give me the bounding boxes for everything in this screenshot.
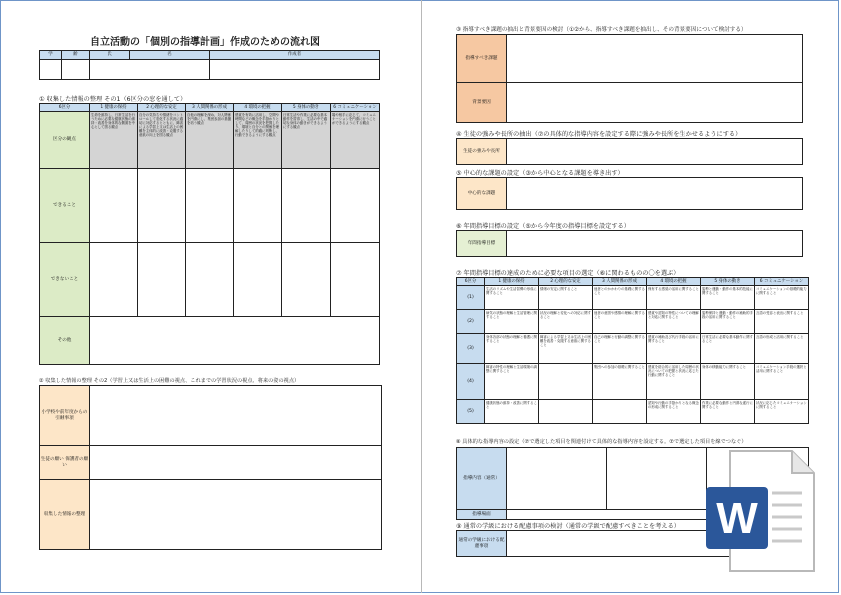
s1-can-cell[interactable] — [186, 169, 234, 243]
s4-strengths-cell[interactable] — [507, 139, 803, 165]
section8-heading: ⑧ 具体的な指導内容の設定（⑦で選定した項目を関連付けて具体的な指導内容を設定する。⑦で選定した項目を線でつなぐ） — [456, 439, 747, 445]
s7-item-cell[interactable]: 身体の移動能力に関すること — [701, 364, 755, 400]
s7-item-cell[interactable]: 病気の状態の理解と生活管理に関すること — [485, 310, 539, 334]
s1-cannot-cell[interactable] — [282, 243, 331, 317]
s1-row-cannot-label: できないこと — [40, 243, 90, 317]
s2-handover-cell[interactable] — [90, 386, 382, 446]
s1-col-mental: 2 心理的な安定 — [138, 104, 186, 112]
s7-col-environment: 4 環境の把握 — [647, 278, 701, 286]
s1-cannot-cell[interactable] — [138, 243, 186, 317]
s8-content-cell[interactable] — [507, 448, 607, 510]
section5-table — [456, 177, 803, 210]
s1-row-can-label: できること — [40, 169, 90, 243]
s2-wishes-cell[interactable] — [90, 446, 382, 480]
s1-cannot-cell[interactable] — [234, 243, 282, 317]
s1-col-relations: 3 人間関係の形成 — [186, 104, 234, 112]
header-label-author: 作成者 — [210, 51, 380, 60]
section6-table — [456, 230, 803, 257]
header-name-cell[interactable] — [90, 60, 210, 80]
s1-can-cell[interactable] — [138, 169, 186, 243]
s7-item-cell[interactable]: 感覚や認知の特性についての理解と対応に関すること — [647, 310, 701, 334]
word-document-icon — [702, 447, 820, 575]
s1-can-cell[interactable] — [90, 169, 138, 243]
section4-table — [456, 138, 803, 165]
section1-table — [39, 103, 380, 365]
s7-item-cell[interactable]: 姿勢保持と運動・動作の補助的手段の活用に関すること — [701, 310, 755, 334]
s1-col-communication: 6 コミュニケーション — [331, 104, 380, 112]
s3-issues-cell[interactable] — [507, 35, 803, 83]
s7-item-cell[interactable]: コミュニケーションの基礎的能力に関すること — [755, 286, 809, 310]
s1-row-other-label: その他 — [40, 317, 90, 365]
s7-item-cell[interactable]: 健康状態の維持・改善に関すること — [485, 400, 539, 424]
s7-col-health: 1 健康の保持 — [485, 278, 539, 286]
section3-heading: ③ 指導すべき課題の抽出と背景要因の検討（①②から、指導すべき課題を抽出し、その背景要因について検討する） — [456, 27, 747, 33]
s7-item-cell[interactable]: 日常生活に必要な基本動作に関すること — [701, 334, 755, 364]
s7-item-cell[interactable]: 感覚を総合的に活用した周囲の状況についての把握と状況に応じた行動に関すること — [647, 364, 701, 400]
s7-item-cell[interactable]: 身体各部の状態の理解と養護に関すること — [485, 334, 539, 364]
s5-core-cell[interactable] — [507, 178, 803, 210]
header-label-name-2: 名 — [130, 51, 210, 60]
s7-item-cell[interactable]: 言語の形成と活用に関すること — [755, 334, 809, 364]
s7-item-cell[interactable]: 他者の意図や感情の理解に関すること — [593, 310, 647, 334]
s1-viewpoint-communication: 場や相手に応じて、コミュニケーションを円滑に行うことができるようにする観点 — [331, 112, 380, 169]
s1-viewpoint-movement: 日常生活や作業に必要な基本動作を習得し、生活の中で適切な身体の動きができるようにする観点 — [282, 112, 331, 169]
s6-goal-label: 年間指導目標 — [457, 231, 507, 257]
s8-scene-label: 指導場面 — [457, 510, 507, 520]
s5-core-label: 中心的な課題 — [457, 178, 507, 210]
s7-item-cell[interactable]: 感覚の補助及び代行手段の活用に関すること — [647, 334, 701, 364]
s7-item-cell[interactable]: 状況の理解と変化への対応に関すること — [539, 310, 593, 334]
s3-background-label: 背景要因 — [457, 83, 507, 123]
page-divider — [421, 0, 422, 593]
s7-item-cell[interactable]: 認知や行動の手掛かりとなる概念の形成に関すること — [647, 400, 701, 424]
s1-can-cell[interactable] — [282, 169, 331, 243]
s7-item-cell[interactable]: 自己の理解と行動の調整に関すること — [593, 334, 647, 364]
s1-viewpoint-mental: 自分の気持ちや情緒をコントロールして変化する状況に適切に対応するとともに、障害による学習上又は生活上の困難を主体的に改善・克服する意欲の向上を図る観点 — [138, 112, 186, 169]
s7-item-cell[interactable]: 他者とのかかわりの基礎に関すること — [593, 286, 647, 310]
section7-heading: ⑦ 年間指導目標の達成のために必要な項目の選定（⑥に関わるものの〇を選ぶ） — [456, 270, 680, 277]
s2-row-summary-label: 収集した情報の整理 — [40, 480, 90, 550]
s3-background-cell[interactable] — [507, 83, 803, 123]
s8-content-cell[interactable] — [607, 448, 707, 510]
s1-row-viewpoint-label: 区分の観点 — [40, 112, 90, 169]
s7-item-cell[interactable]: 姿勢と運動・動作の基本的技能に関すること — [701, 286, 755, 310]
section6-heading: ⑥ 年間指導目標の設定（⑤から今年度の指導目標を設定する） — [456, 223, 630, 230]
section7-table — [456, 277, 809, 424]
header-table — [39, 50, 380, 80]
s1-col-health: 1 健康の保持 — [90, 104, 138, 112]
section2-heading: ② 収集した情報の整理 その2（学習上又は生活上の困難の視点、これまでの学習状況の視点、将来の姿の視点） — [39, 378, 300, 384]
s7-item-cell[interactable]: 保有する感覚の活用に関すること — [647, 286, 701, 310]
s2-summary-cell[interactable] — [90, 480, 382, 550]
s1-col-environment: 4 環境の把握 — [234, 104, 282, 112]
header-grade-cell[interactable] — [40, 60, 62, 80]
section3-table — [456, 34, 803, 123]
s7-item-cell[interactable]: 状況に応じたコミュニケーションに関すること — [755, 400, 809, 424]
s7-item-cell[interactable]: 生活のリズムや生活習慣の形成に関すること — [485, 286, 539, 310]
s1-can-cell[interactable] — [331, 169, 380, 243]
s7-item-cell[interactable]: 言語の受容と表出に関すること — [755, 310, 809, 334]
s7-col-movement: 5 身体の動き — [701, 278, 755, 286]
section4-heading: ④ 生徒の強みや長所の抽出（⑦の具体的な指導内容を設定する際に強みや長所を生かせるようにする） — [456, 131, 742, 138]
page-title: 自立活動の「個別の指導計画」作成のための流れ図 — [90, 37, 320, 48]
header-author-cell[interactable] — [210, 60, 380, 80]
header-label-age: 齢 — [62, 51, 90, 60]
s9-consideration-label: 通常の学級における配慮事項 — [457, 531, 507, 557]
s1-col-movement: 5 身体の動き — [282, 104, 331, 112]
s1-cannot-cell[interactable] — [186, 243, 234, 317]
s7-item-cell[interactable]: 集団への参加の基礎に関すること — [593, 364, 647, 400]
s1-viewpoint-relations: 自他の理解を深め、対人関係を円滑にし、集団参加の基盤を培う観点 — [186, 112, 234, 169]
section2-table — [39, 385, 382, 550]
s7-item-cell[interactable]: 障害による学習上又は生活上の困難を改善・克服する意欲に関すること — [539, 334, 593, 364]
s4-strengths-label: 生徒の強みや長所 — [457, 139, 507, 165]
s7-item-cell[interactable]: コミュニケーション手段の選択と活用に関すること — [755, 364, 809, 400]
s7-row-number: (1) — [457, 286, 485, 310]
header-label-grade: 学 — [40, 51, 62, 60]
s3-issues-label: 指導すべき課題 — [457, 35, 507, 83]
s7-col-communication: 6 コミュニケーション — [755, 278, 809, 286]
s7-row-number: (5) — [457, 400, 485, 424]
s8-content-label: 指導内容（通常） — [457, 448, 507, 510]
s7-item-cell[interactable]: 情緒の安定に関すること — [539, 286, 593, 310]
s7-col-relations: 3 人間関係の形成 — [593, 278, 647, 286]
s7-item-cell[interactable] — [539, 400, 593, 424]
s7-row-number: (4) — [457, 364, 485, 400]
s1-other-cell[interactable] — [90, 317, 380, 365]
s7-item-cell[interactable]: 作業に必要な動作と円滑な遂行に関すること — [701, 400, 755, 424]
section5-heading: ⑤ 中心的な課題の設定（③から中心となる課題を導き出す） — [456, 170, 624, 177]
s7-item-cell[interactable] — [539, 364, 593, 400]
word-letter: W — [716, 494, 758, 543]
s7-col-mental: 2 心理的な安定 — [539, 278, 593, 286]
s1-cannot-cell[interactable] — [90, 243, 138, 317]
s7-item-cell[interactable] — [593, 400, 647, 424]
s1-viewpoint-environment: 感覚を有効に活用し、空間や時間などの概念を手掛かりとして、周囲の状況を把握したり、環境と自分との関係を理解したりして的確に判断し、行動できるようにする観点 — [234, 112, 282, 169]
header-age-cell[interactable] — [62, 60, 90, 80]
section1-heading: ① 収集した情報の整理 その1（6区分の窓を通して） — [39, 96, 187, 103]
s1-cannot-cell[interactable] — [331, 243, 380, 317]
s7-item-cell[interactable]: 障害の特性の理解と生活環境の調整に関すること — [485, 364, 539, 400]
s7-row-number: (3) — [457, 334, 485, 364]
s1-can-cell[interactable] — [234, 169, 282, 243]
s2-row-wishes-label: 生徒の願い 保護者の願い — [40, 446, 90, 480]
s1-col-label: 6区分 — [40, 104, 90, 112]
s6-goal-cell[interactable] — [507, 231, 803, 257]
header-label-name-1: 氏 — [90, 51, 130, 60]
s1-viewpoint-health: 生命を維持し、日常生活を行うために必要な健康状態の維持・改善を身体的な側面を中心として図る観点 — [90, 112, 138, 169]
s2-row-handover-label: 小学校や前年度からの引継事項 — [40, 386, 90, 446]
s7-col-label: 6区分 — [457, 278, 485, 286]
s7-row-number: (2) — [457, 310, 485, 334]
section9-heading: ⑨ 通常の学級における配慮事項の検討（通常の学級で配慮すべきことを考える） — [456, 523, 680, 530]
